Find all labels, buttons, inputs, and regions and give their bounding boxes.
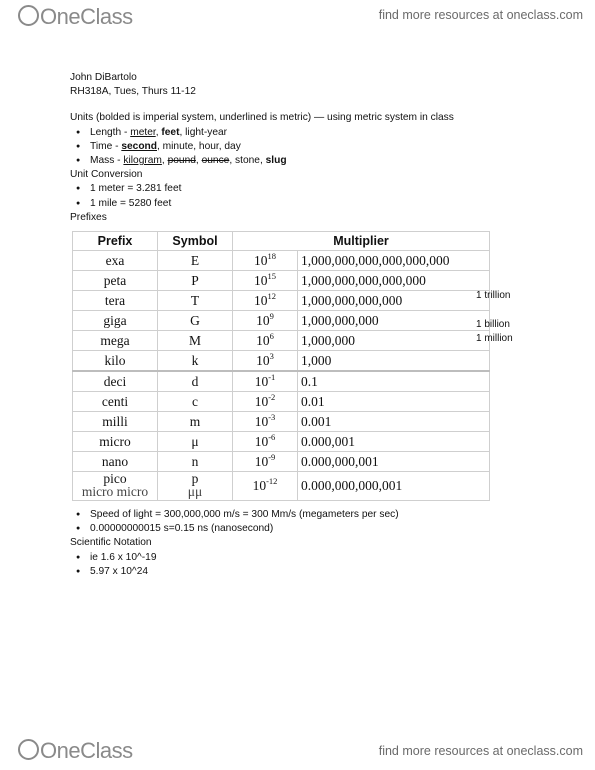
table-row: [73, 311, 490, 331]
time-item: ● Time - second, minute, hour, day: [70, 140, 510, 154]
prefixes-heading: Prefixes: [70, 211, 107, 223]
multiplier-cell: 0.000,001: [298, 432, 490, 452]
logo-circle-icon: [18, 739, 39, 760]
exponent-cell: $10^{-9}$: [233, 452, 298, 472]
metric-imperial-unit: second: [121, 140, 157, 152]
prefix-cell: deci: [73, 371, 158, 392]
table-row: [73, 291, 490, 311]
list-item: ● 0.00000000015 s=0.15 ns (nanosecond): [70, 522, 399, 536]
side-note: 1 billion: [476, 319, 510, 330]
exponent-cell: $10^{18}$: [233, 251, 298, 271]
multiplier-cell: 1,000,000,000,000: [298, 291, 490, 311]
units-heading: Units (bolded is imperial system, underlined is metric) — using metric system in class: [70, 112, 454, 124]
table-row: [73, 452, 490, 472]
header-prefix: Prefix: [73, 232, 158, 251]
header-multiplier: Multiplier: [233, 232, 490, 251]
list-item: ● 5.97 x 10^24: [70, 565, 399, 579]
logo-text: OneClass: [40, 4, 133, 29]
side-note: 1 trillion: [476, 290, 511, 301]
symbol-cell: T: [158, 291, 233, 311]
multiplier-cell: 0.000,000,001: [298, 452, 490, 472]
list-item: ● ie 1.6 x 10^-19: [70, 551, 399, 565]
metric-unit: meter: [130, 126, 156, 138]
prefix-cell: milli: [73, 412, 158, 432]
struck-unit: ounce: [201, 155, 230, 167]
imperial-unit: feet: [161, 126, 180, 138]
conversion-heading: Unit Conversion: [70, 169, 143, 181]
notes-after: [70, 508, 399, 579]
prefix-clipped: micro micro: [81, 484, 149, 499]
sci-heading: Scientific Notation: [70, 537, 152, 549]
exponent-cell: $10^{-2}$: [233, 392, 298, 412]
symbol-cell: G: [158, 311, 233, 331]
multiplier-cell: 1,000,000,000,000,000,000: [298, 251, 490, 271]
table-header-row: [73, 232, 490, 251]
side-note: 1 million: [476, 333, 513, 344]
exponent-cell: $10^{-1}$: [233, 371, 298, 392]
symbol-cell: c: [158, 392, 233, 412]
list-item: ● Speed of light = 300,000,000 m/s = 300 Mm/s (megameters per sec): [70, 508, 399, 522]
table-row: [73, 432, 490, 452]
oneclass-logo: [18, 738, 133, 764]
exponent-cell: $10^3$: [233, 351, 298, 372]
prefix-cell: centi: [73, 392, 158, 412]
exponent-cell: $10^6$: [233, 331, 298, 351]
table-row: [73, 251, 490, 271]
table-row: [73, 271, 490, 291]
symbol-cell: M: [158, 331, 233, 351]
conversion-item: ● 1 meter = 3.281 feet: [70, 182, 510, 196]
symbol-cell: p: [191, 471, 199, 486]
multiplier-cell: 0.1: [298, 371, 490, 392]
find-more-link[interactable]: find more resources at oneclass.com: [378, 8, 583, 22]
exponent-cell: $10^{-3}$: [233, 412, 298, 432]
prefix-cell: mega: [73, 331, 158, 351]
table-row: [73, 412, 490, 432]
symbol-cell: m: [158, 412, 233, 432]
exponent-cell: $10^{-6}$: [233, 432, 298, 452]
symbol-cell: E: [158, 251, 233, 271]
prefix-cell: kilo: [73, 351, 158, 372]
multiplier-cell: 1,000,000,000: [298, 311, 490, 331]
conversion-item: ● 1 mile = 5280 feet: [70, 197, 510, 211]
symbol-cell: k: [158, 351, 233, 372]
symbol-cell: n: [158, 452, 233, 472]
imperial-unit: slug: [265, 155, 287, 167]
symbol-cell: P: [158, 271, 233, 291]
table-row: [73, 392, 490, 412]
prefix-cell: micro: [73, 432, 158, 452]
symbol-cell: μ: [158, 432, 233, 452]
multiplier-cell: 1,000,000: [298, 331, 490, 351]
prefix-cell: tera: [73, 291, 158, 311]
symbol-cell: d: [158, 371, 233, 392]
exponent-cell: $10^{12}$: [233, 291, 298, 311]
multiplier-cell: 1,000: [298, 351, 490, 372]
oneclass-logo: [18, 4, 133, 30]
multiplier-cell: 1,000,000,000,000,000: [298, 271, 490, 291]
author-name: John DiBartolo: [70, 72, 137, 83]
exponent-cell: $10^9$: [233, 311, 298, 331]
exponent-cell: $10^{-12}$: [233, 472, 298, 501]
prefix-cell: giga: [73, 311, 158, 331]
table-row: [73, 472, 490, 501]
course-info: RH318A, Tues, Thurs 11-12: [70, 86, 196, 98]
table-row: [73, 371, 490, 392]
prefix-cell: pico: [103, 471, 127, 486]
prefix-cell: exa: [73, 251, 158, 271]
notes-body: [70, 71, 510, 225]
logo-circle-icon: [18, 5, 39, 26]
table-row: [73, 331, 490, 351]
prefix-cell: nano: [73, 452, 158, 472]
prefix-cell: peta: [73, 271, 158, 291]
symbol-clipped: μμ: [187, 484, 203, 499]
multiplier-cell: 0.001: [298, 412, 490, 432]
logo-text: OneClass: [40, 738, 133, 763]
exponent-cell: $10^{15}$: [233, 271, 298, 291]
find-more-link[interactable]: find more resources at oneclass.com: [378, 744, 583, 758]
header-symbol: Symbol: [158, 232, 233, 251]
multiplier-cell: 0.000,000,000,001: [298, 472, 490, 501]
prefix-table: [72, 231, 490, 501]
multiplier-cell: 0.01: [298, 392, 490, 412]
metric-unit: kilogram: [123, 155, 162, 167]
struck-unit: pound: [167, 155, 196, 167]
mass-item: ● Mass - kilogram, pound, ounce, stone, slug: [70, 154, 510, 168]
length-item: ● Length - meter, feet, light-year: [70, 126, 510, 140]
table-row: [73, 351, 490, 372]
